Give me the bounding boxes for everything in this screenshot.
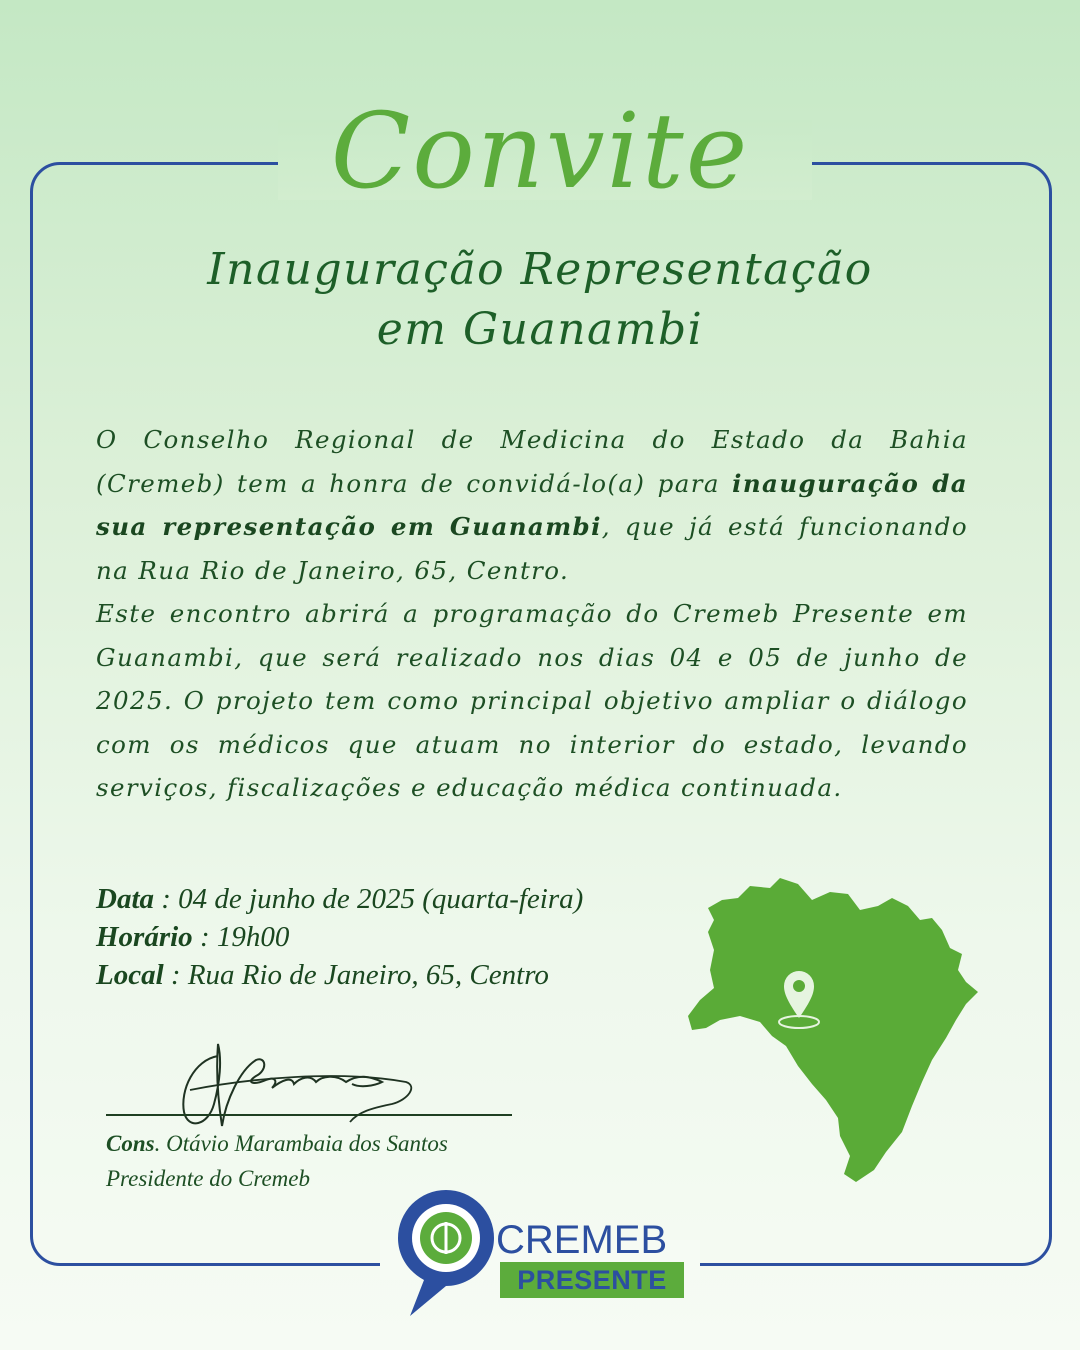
signer-prefix: Cons — [106, 1131, 155, 1156]
signature-line — [106, 1114, 512, 1116]
date-row — [96, 880, 583, 918]
event-details — [96, 880, 583, 994]
time-value: : 19h00 — [192, 921, 290, 953]
invitation-title: Convite — [330, 90, 750, 212]
logo-wordmark: CREMEB — [496, 1218, 668, 1262]
signature-scribble-icon — [160, 1030, 430, 1140]
body-p1-bold: inauguração da sua representação em Guanambi — [96, 468, 968, 541]
cremeb-logo-icon — [390, 1182, 502, 1322]
body-paragraph-1 — [96, 418, 968, 592]
time-row — [96, 918, 583, 956]
logo-tagline: PRESENTE — [500, 1262, 684, 1298]
bahia-map-shape — [688, 878, 978, 1182]
subtitle-line-2: em Guanambi — [376, 304, 704, 355]
invitation-subtitle — [0, 240, 1080, 360]
body-p1-end: , que já está funcionando na Rua Rio de Janeiro, 65, Centro. — [96, 512, 968, 585]
bahia-map-icon — [680, 870, 980, 1190]
date-value: : 04 de junho de 2025 (quarta-feira) — [154, 883, 584, 915]
date-label: Data — [96, 883, 154, 915]
time-label: Horário — [96, 921, 193, 953]
signer-role: Presidente do Cremeb — [106, 1166, 310, 1191]
signer-name-row — [106, 1126, 448, 1161]
subtitle-line-1: Inauguração Representação — [207, 244, 873, 295]
place-label: Local — [96, 959, 164, 991]
place-row — [96, 956, 583, 994]
body-paragraph-2: Este encontro abrirá a programação do Cremeb Presente em Guanambi, que será realizado nos dias 04 e 05 de junho de 2025. O projeto tem como principal objetivo ampliar o diálogo com os médicos que atuam no interior do estado, levando serviços, fiscalizações e educação médica continuada. — [96, 599, 968, 802]
body-p1-start: O Conselho Regional de Medicina do Estado da Bahia (Cremeb) tem a honra de convidá-lo(a) para — [96, 425, 968, 498]
invitation-body — [96, 418, 968, 810]
place-value: : Rua Rio de Janeiro, 65, Centro — [163, 959, 549, 991]
signer-name: . Otávio Marambaia dos Santos — [154, 1131, 448, 1156]
